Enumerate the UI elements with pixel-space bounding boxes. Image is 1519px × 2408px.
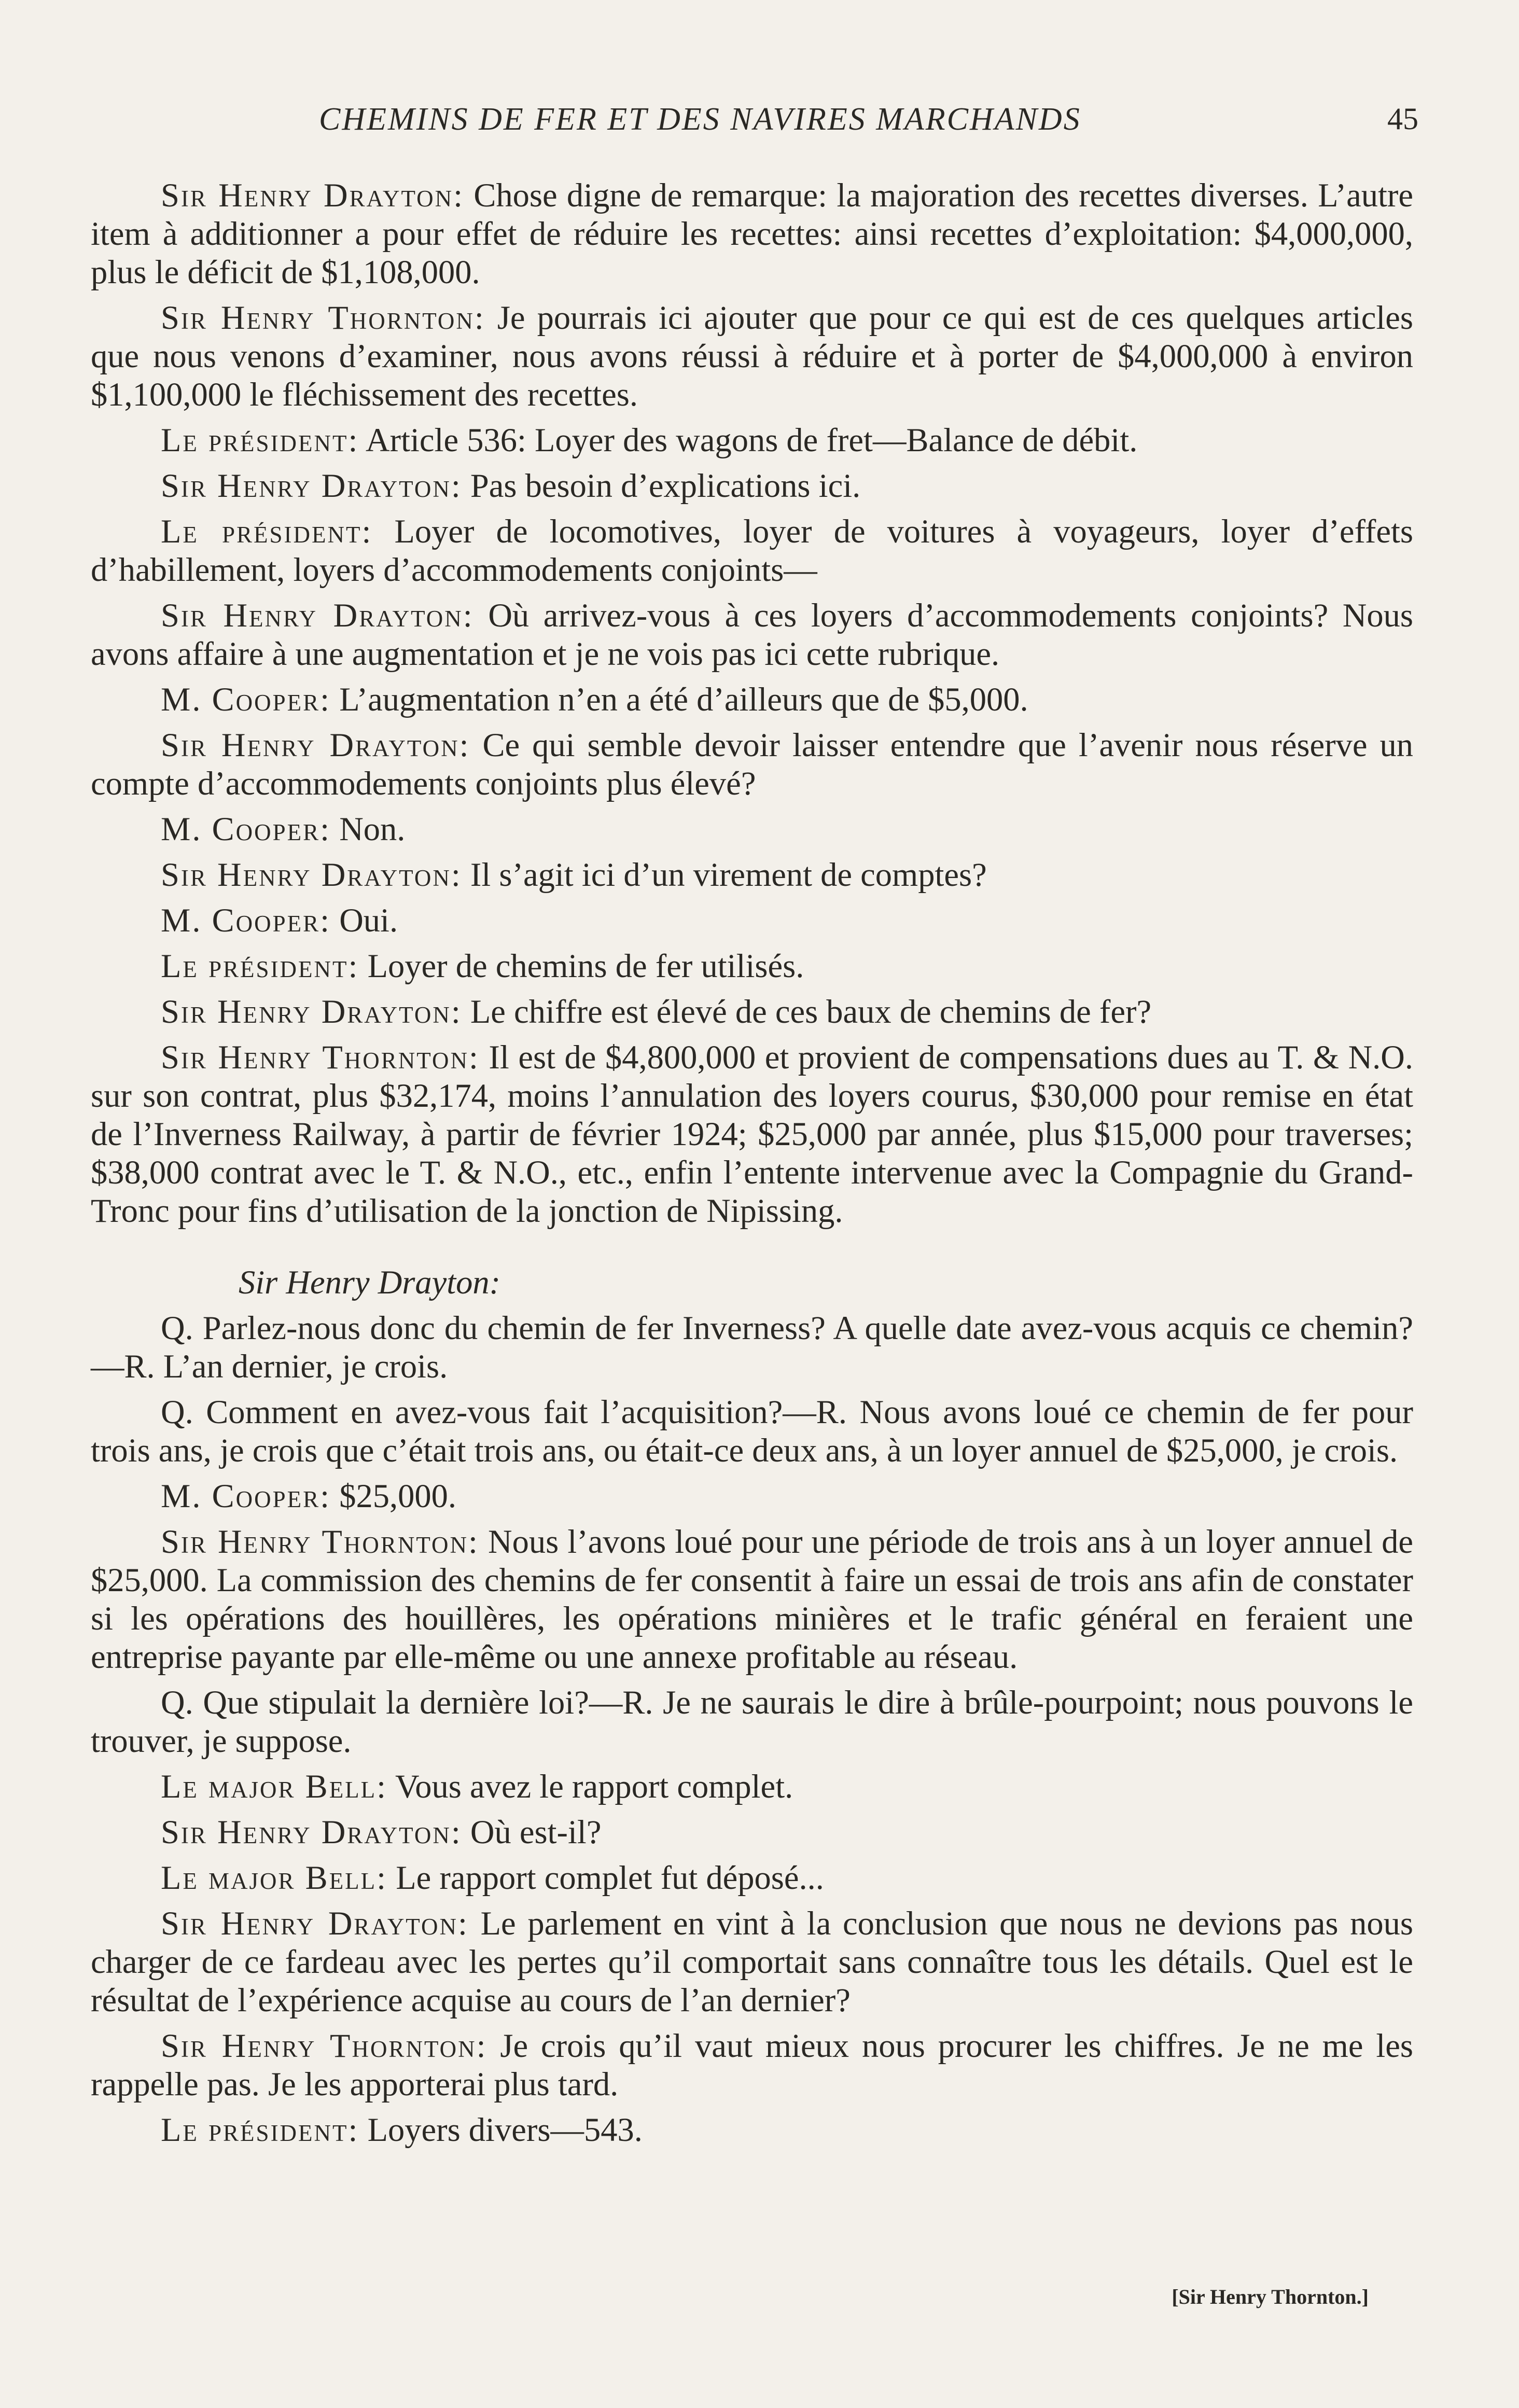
paragraph-text: L’augmentation n’en a été d’ailleurs que de $5,000. — [331, 681, 1028, 718]
paragraph — [91, 1309, 1413, 1386]
speaker-name: Sir Henry Thornton: — [161, 1523, 479, 1560]
paragraph — [91, 810, 1413, 848]
paragraph-text: Nous l’avons loué pour une période de trois ans à un loyer annuel de $25,000. La commission des chemins de fer consentit à faire un essai de trois ans afin de constater si les opérations des houillères, les opérations minières et le trafic général en feraient une entreprise payante par elle-même ou une annexe profitable au réseau. — [91, 1523, 1413, 1675]
paragraph-text: Article 536: Loyer des wagons de fret—Balance de débit. — [359, 422, 1138, 458]
speaker-name: Sir Henry Thornton: — [161, 2027, 487, 2064]
section-label: Sir Henry Drayton: — [239, 1264, 501, 1301]
paragraph-text: Loyer de locomotives, loyer de voitures à voyageurs, loyer d’effets d’habillement, loyers d’accommodements conjoints— — [91, 513, 1413, 588]
speaker-name: M. Cooper: — [161, 1478, 331, 1514]
paragraph — [91, 680, 1413, 719]
paragraph — [91, 1523, 1413, 1676]
speaker-name: Sir Henry Drayton: — [161, 993, 462, 1030]
paragraph-text: Non. — [331, 811, 406, 847]
paragraph — [91, 2111, 1413, 2149]
paragraph — [91, 2027, 1413, 2104]
speaker-name: Sir Henry Drayton: — [161, 1905, 469, 1942]
paragraph — [91, 467, 1413, 505]
paragraph-text: Je crois qu’il vaut mieux nous procurer les chiffres. Je ne me les rappelle pas. Je les apporterai plus tard. — [91, 2027, 1413, 2103]
paragraph-text: Pas besoin d’explications ici. — [462, 467, 861, 504]
page-number: 45 — [1387, 102, 1418, 136]
paragraph — [91, 596, 1413, 673]
paragraph-text: Où arrivez-vous à ces loyers d’accommodements conjoints? Nous avons affaire à une augmentation et je ne vois pas ici cette rubrique. — [91, 597, 1413, 672]
dialogue-section-1 — [91, 176, 1413, 1230]
paragraph — [91, 993, 1413, 1031]
document-body — [91, 176, 1413, 2156]
paragraph — [91, 1393, 1413, 1470]
speaker-name: Sir Henry Thornton: — [161, 1039, 480, 1076]
paragraph — [91, 901, 1413, 940]
speaker-name: Le président: — [161, 948, 359, 984]
paragraph-text: Oui. — [331, 902, 398, 939]
paragraph-text: Où est-il? — [462, 1814, 602, 1850]
dialogue-section-2 — [91, 1309, 1413, 2149]
speaker-name: Le major Bell: — [161, 1768, 388, 1805]
paragraph — [91, 1477, 1413, 1515]
paragraph — [91, 1767, 1413, 1806]
paragraph-text: Vous avez le rapport complet. — [387, 1768, 793, 1805]
paragraph-text: Le rapport complet fut déposé... — [387, 1859, 824, 1896]
footer-note: [Sir Henry Thornton.] — [1172, 2285, 1369, 2308]
speaker-name: Le président: — [161, 513, 373, 550]
paragraph-text: Ce qui semble devoir laisser entendre que l’avenir nous réserve un compte d’accommodements conjoints plus élevé? — [91, 727, 1413, 802]
speaker-name: Sir Henry Drayton: — [161, 597, 474, 634]
paragraph-text: Loyer de chemins de fer utilisés. — [359, 948, 804, 984]
speaker-name: M. Cooper: — [161, 681, 331, 718]
speaker-name: Sir Henry Drayton: — [161, 727, 470, 763]
speaker-name: Sir Henry Drayton: — [161, 177, 465, 214]
paragraph-text: Q. Comment en avez-vous fait l’acquisition?—R. Nous avons loué ce chemin de fer pour trois ans, je crois que c’était trois ans, ou était-ce deux ans, à un loyer annuel de $25,000, je crois. — [91, 1394, 1413, 1469]
paragraph-text: $25,000. — [331, 1478, 456, 1514]
speaker-name: M. Cooper: — [161, 811, 331, 847]
paragraph-text: Le chiffre est élevé de ces baux de chemins de fer? — [462, 993, 1152, 1030]
paragraph-text: Loyers divers—543. — [359, 2111, 643, 2148]
paragraph-text: Je pourrais ici ajouter que pour ce qui est de ces quelques articles que nous venons d’examiner, nous avons réussi à réduire et à porter de $4,000,000 à environ $1,100,000 le fléchissement des recettes. — [91, 299, 1413, 413]
paragraph-text: Chose digne de remarque: la majoration des recettes diverses. L’autre item à additionner a pour effet de réduire les recettes: ainsi recettes d’exploitation: $4,000,000, plus le déficit de $1,108,000. — [91, 177, 1413, 290]
speaker-name: Sir Henry Drayton: — [161, 856, 462, 893]
paragraph-text: Il s’agit ici d’un virement de comptes? — [462, 856, 987, 893]
paragraph — [91, 512, 1413, 589]
paragraph — [91, 176, 1413, 291]
paragraph-text: Le parlement en vint à la conclusion que nous ne devions pas nous charger de ce fardeau avec les pertes qu’il comportait sans connaître tous les détails. Quel est le résultat de l’expérience acquise au cours de l’an dernier? — [91, 1905, 1413, 2019]
speaker-name: M. Cooper: — [161, 902, 331, 939]
paragraph — [91, 1813, 1413, 1852]
paragraph — [91, 1683, 1413, 1760]
speaker-name: Le président: — [161, 2111, 359, 2148]
speaker-name: Sir Henry Thornton: — [161, 299, 485, 336]
paragraph — [91, 299, 1413, 414]
paragraph-text: Il est de $4,800,000 et provient de compensations dues au T. & N.O. sur son contrat, plus $32,174, moins l’annulation des loyers courus, $30,000 pour remise en état de l’Inverness Railway, à partir de février 1924; $25,000 par année, plus $15,000 pour traverses; $38,000 contrat avec le T. & N.O., etc., enfin l’entente intervenue avec la Compagnie du Grand-Tronc pour fins d’utilisation de la jonction de Nipissing. — [91, 1039, 1413, 1229]
paragraph — [91, 1859, 1413, 1897]
paragraph-text: Q. Parlez-nous donc du chemin de fer Inverness? A quelle date avez-vous acquis ce chemin?—R. L’an dernier, je crois. — [91, 1310, 1413, 1385]
speaker-name: Le major Bell: — [161, 1859, 388, 1896]
paragraph — [91, 856, 1413, 894]
paragraph — [91, 1904, 1413, 2020]
speaker-name: Sir Henry Drayton: — [161, 1814, 462, 1850]
paragraph-text: Q. Que stipulait la dernière loi?—R. Je ne saurais le dire à brûle-pourpoint; nous pouvons le trouver, je suppose. — [91, 1684, 1413, 1759]
page-header — [91, 101, 1418, 143]
paragraph — [91, 947, 1413, 985]
paragraph — [91, 726, 1413, 803]
paragraph — [91, 1038, 1413, 1230]
speaker-name: Le président: — [161, 422, 359, 458]
paragraph — [91, 421, 1413, 460]
running-title: CHEMINS DE FER ET DES NAVIRES MARCHANDS — [319, 102, 1081, 137]
speaker-name: Sir Henry Drayton: — [161, 467, 462, 504]
